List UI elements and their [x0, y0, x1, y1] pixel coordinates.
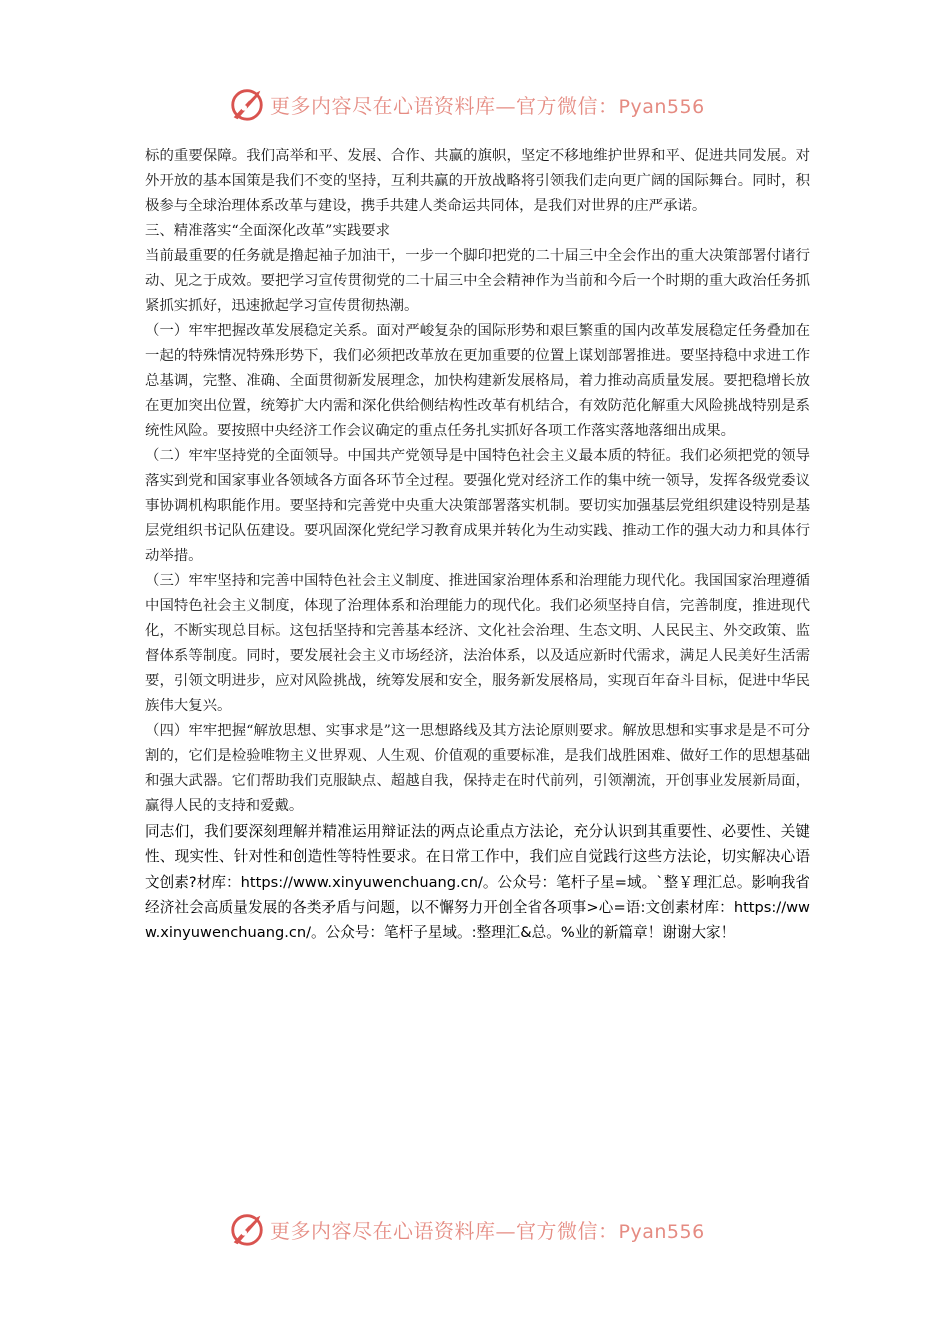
footer-banner-text: [270, 1215, 705, 1244]
paragraph-point-one: （一）牢牢把握改革发展稳定关系。面对严峻复杂的国际形势和艰巨繁重的国内改革发展稳定任务叠加在一起的特殊情况特殊形势下，我们必须把改革放在更加重要的位置上谋划部署推进。要坚持稳中求进工作总基调，完整、准确、全面贯彻新发展理念，加快构建新发展格局，着力推动高质量发展。要把稳增长放在更加突出位置，统筹扩大内需和深化供给侧结构性改革有机结合，有效防范化解重大风险挑战特别是系统性风险。要按照中央经济工作会议确定的重点任务扎实抓好各项工作落实落地落细出成果。: [145, 323, 810, 439]
header-wechat-id: Pyan556: [618, 95, 705, 118]
paragraph-intro-continuation: 标的重要保障。我们高举和平、发展、合作、共赢的旗帜，坚定不移地维护世界和平、促进共同发展。对外开放的基本国策是我们不变的坚持，互利共赢的开放战略将引领我们走向更广阔的国际舞台。同时，积极参与全球治理体系改革与建设，携手共建人类命运共同体，是我们对世界的庄严承诺。: [145, 148, 810, 214]
paragraph-point-four: （四）牢牢把握“解放思想、实事求是”这一思想路线及其方法论原则要求。解放思想和实事求是是不可分割的，它们是检验唯物主义世界观、人生观、价值观的重要标准，是我们战胜困难、做好工作的思想基础和强大武器。它们帮助我们克服缺点、超越自我，保持走在时代前列，引领潮流，开创事业发展新局面，赢得人民的支持和爱戴。: [145, 723, 810, 814]
footer-wechat-id: Pyan556: [618, 1220, 705, 1243]
section-heading-three: 三、精准落实“全面深化改革”实践要求: [145, 223, 390, 239]
paragraph-closing: 同志们，我们要深刻理解并精准运用辩证法的两点论重点方法论，充分认识到其重要性、必要性、关键性、现实性、针对性和创造性等特性要求。在日常工作中，我们应自觉践行这些方法论，切实解决心语文创素?材库：https://www.xinyuwenchuang.cn/。公众号：笔杆子星=域。`整￥理汇总。影响我省经济社会高质量发展的各类矛盾与问题，以不懈努力开创全省各项事>心=语:文创素材库：https://www.xinyuwenchuang.cn/。公众号：笔杆子星域。:整理汇&总。%业的新篇章！谢谢大家！: [145, 823, 810, 942]
paragraph-point-three: （三）牢牢坚持和完善中国特色社会主义制度、推进国家治理体系和治理能力现代化。我国国家治理遵循中国特色社会主义制度，体现了治理体系和治理能力的现代化。我们必须坚持自信，完善制度，推进现代化，不断实现总目标。这包括坚持和完善基本经济、文化社会治理、生态文明、人民民主、外交政策、监督体系等制度。同时，要发展社会主义市场经济，法治体系，以及适应新时代需求，满足人民美好生活需要，引领文明进步，应对风险挑战，统筹发展和安全，服务新发展格局，实现百年奋斗目标，促进中华民族伟大复兴。: [145, 573, 810, 714]
paragraph-section-three-intro: 当前最重要的任务就是撸起袖子加油干，一步一个脚印把党的二十届三中全会作出的重大决策部署付诸行动、见之于成效。要把学习宣传贯彻党的二十届三中全会精神作为当前和今后一个时期的重大政治任务抓紧抓实抓好，迅速掀起学习宣传贯彻热潮。: [145, 248, 810, 314]
paragraph-point-two: （二）牢牢坚持党的全面领导。中国共产党领导是中国特色社会主义最本质的特征。我们必须把党的领导落实到党和国家事业各领域各方面各环节全过程。要强化党对经济工作的集中统一领导，发挥各级党委议事协调机构职能作用。要坚持和完善党中央重大决策部署落实机制。要切实加强基层党组织建设特别是基层党组织书记队伍建设。要巩固深化党纪学习教育成果并转化为生动实践、推动工作的强大动力和具体行动举措。: [145, 448, 810, 564]
document-body: [145, 144, 810, 945]
header-banner-text: [270, 90, 705, 119]
header-banner: [228, 84, 705, 124]
quill-circle-icon: [228, 1210, 266, 1248]
quill-circle-icon: [228, 85, 266, 123]
footer-banner: [228, 1209, 705, 1249]
header-banner-main: 更多内容尽在心语资料库—官方微信：: [270, 93, 619, 118]
footer-banner-main: 更多内容尽在心语资料库—官方微信：: [270, 1218, 619, 1243]
